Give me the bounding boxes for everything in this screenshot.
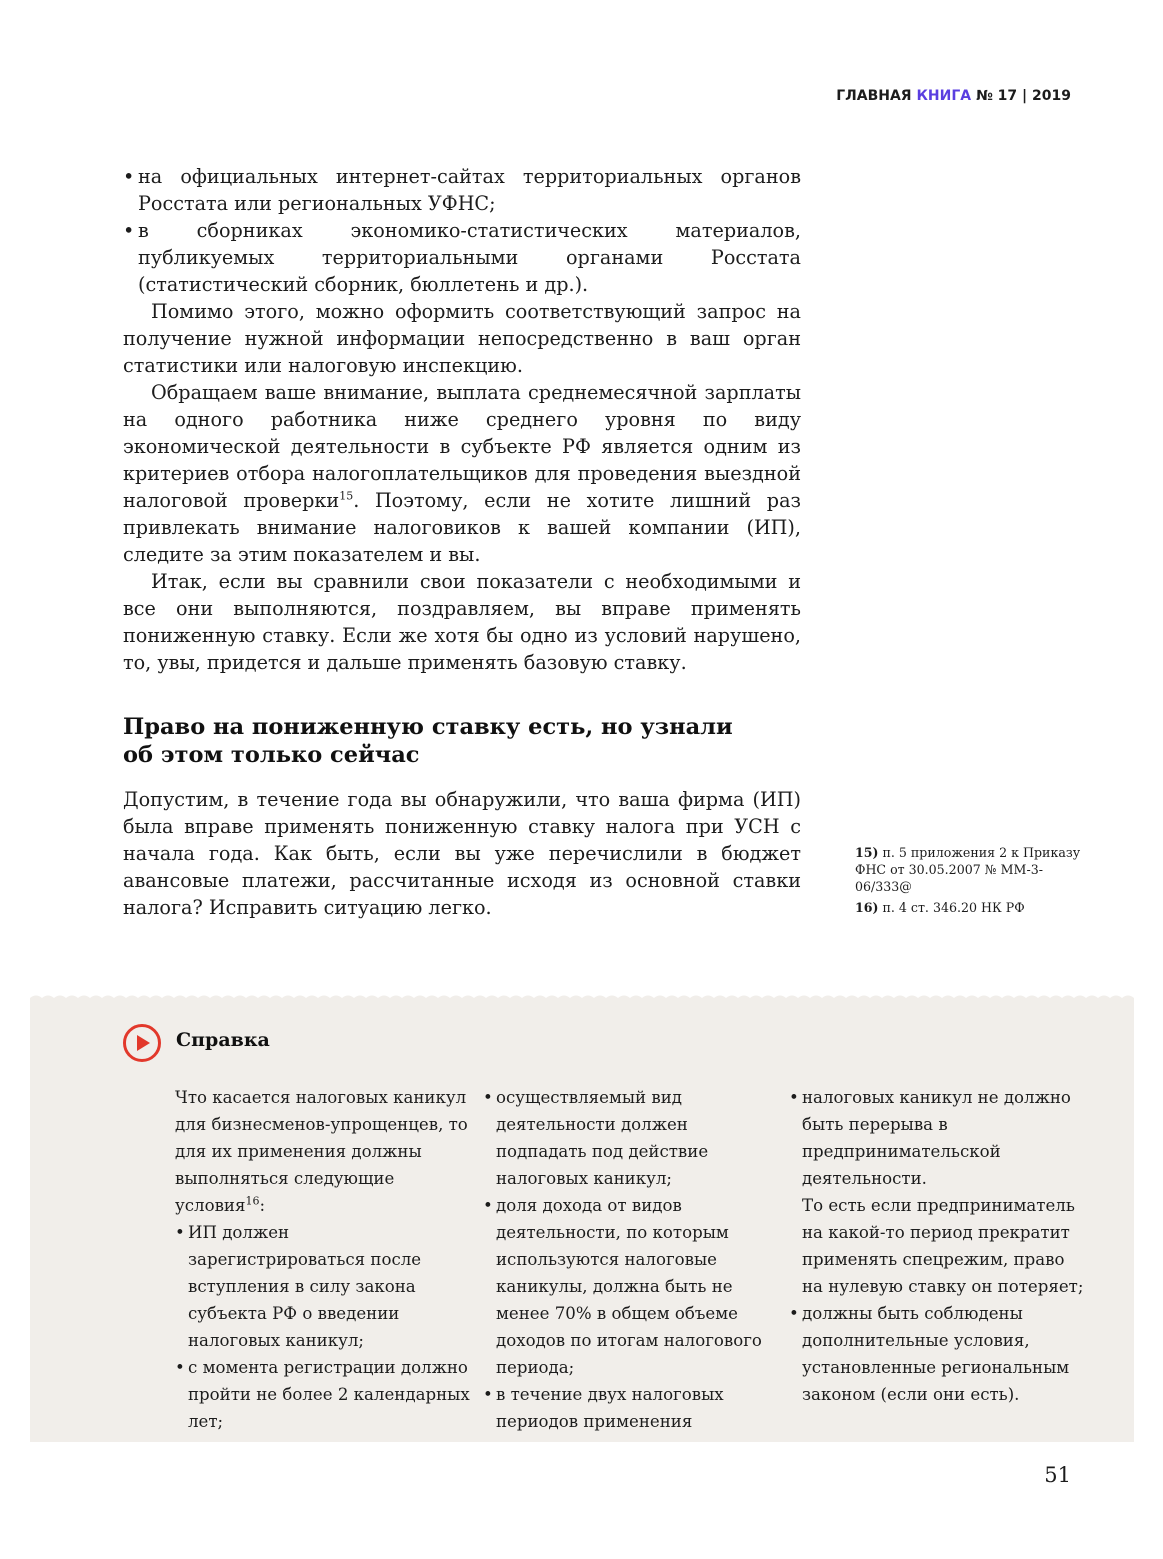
- list-item-text: То есть если предприниматель на какой-то период прекратит применять спецрежим, право на нулевую ставку он потеряет;: [802, 1196, 1084, 1296]
- box-intro: [175, 1084, 470, 1219]
- footnote-text: п. 4 ст. 346.20 НК РФ: [882, 900, 1025, 915]
- paragraph-text: . Поэтому, если не хотите лишний раз привлекать внимание налоговиков к вашей компании (ИП), следите за этим показателем и вы.: [123, 489, 801, 566]
- play-icon: [122, 1023, 162, 1063]
- box-title: Справка: [176, 1029, 270, 1051]
- list-item-continued: [789, 1084, 1084, 1300]
- footnote-number: 16): [855, 900, 879, 915]
- conditions-list: [483, 1084, 778, 1435]
- list-item: • с момента регистрации должно пройти не более 2 календарных лет;: [175, 1354, 470, 1435]
- conditions-list: [175, 1219, 470, 1435]
- section-heading: Право на пониженную ставку есть, но узнали об этом только сейчас: [123, 714, 733, 768]
- footnote-number: 15): [855, 845, 879, 860]
- brand-book: КНИГА: [916, 88, 972, 104]
- main-text: [123, 163, 801, 676]
- sources-list: [123, 163, 801, 298]
- box-column-1: [175, 1084, 470, 1435]
- brand-main: ГЛАВНАЯ: [836, 88, 912, 104]
- paragraph-text: Обращаем ваше внимание, выплата среднемесячной зарплаты на одного работника ниже среднего уровня по виду экономической деятельности в субъекте РФ является одним из критериев отбора налогоплательщиков для проведения выездной налоговой проверки: [123, 381, 801, 512]
- list-item: • должны быть соблюдены дополнительные условия, установленные региональным законом (если они есть).: [789, 1300, 1084, 1408]
- page-number: 51: [1044, 1463, 1071, 1487]
- footnotes: [855, 844, 1085, 920]
- paragraph: Итак, если вы сравнили свои показатели с необходимыми и все они выполняются, поздравляем, вы вправе применять пониженную ставку. Если же хотя бы одно из условий нарушено, то, увы, придется и дальше применять базовую ставку.: [123, 570, 801, 674]
- list-item: • на официальных интернет-сайтах территориальных органов Росстата или региональных УФНС;: [123, 163, 801, 217]
- list-item-text: налоговых каникул не должно быть перерыва в предпринимательской деятельности.: [802, 1088, 1071, 1188]
- paragraph: Помимо этого, можно оформить соответствующий запрос на получение нужной информации непосредственно в ваш орган статистики или налоговую инспекцию.: [123, 300, 801, 377]
- box-column-2: [483, 1084, 778, 1435]
- list-item: • в сборниках экономико-статистических материалов, публикуемых территориальными органами Росстата (статистический сборник, бюллетень и др.).: [123, 217, 801, 298]
- conditions-list: [789, 1300, 1084, 1408]
- paragraph: Допустим, в течение года вы обнаружили, что ваша фирма (ИП) была вправе применять пониженную ставку налога при УСН с начала года. Как быть, если вы уже перечислили в бюджет авансовые платежи, рассчитанные исходя из основной ставки налога? Исправить ситуацию легко.: [123, 788, 801, 919]
- list-item: • доля дохода от видов деятельности, по которым используются налоговые каникулы, должна быть не менее 70% в общем объеме доходов по итогам налогового периода;: [483, 1192, 778, 1381]
- list-item: • в течение двух налоговых периодов применения: [483, 1381, 778, 1435]
- box-intro-end: :: [259, 1196, 266, 1215]
- footnote-ref: 15: [339, 489, 354, 503]
- footnote-ref: 16: [245, 1194, 260, 1208]
- list-item: • осуществляемый вид деятельности должен подпадать под действие налоговых каникул;: [483, 1084, 778, 1192]
- footnote-text: п. 5 приложения 2 к Приказу ФНС от 30.05.2007 № ММ-3-06/333@: [855, 845, 1081, 894]
- paragraph: [123, 379, 801, 568]
- issue-number: № 17 | 2019: [975, 88, 1071, 104]
- box-intro-text: Что касается налоговых каникул для бизнесменов-упрощенцев, то для их применения должны выполняться следующие условия: [175, 1088, 468, 1215]
- conditions-list-continued: [789, 1084, 1084, 1300]
- footnote: [855, 899, 1085, 916]
- box-column-3: [789, 1084, 1084, 1408]
- running-header: [836, 88, 1071, 104]
- footnote: [855, 844, 1085, 895]
- list-item: • ИП должен зарегистрироваться после вступления в силу закона субъекта РФ о введении налоговых каникул;: [175, 1219, 470, 1354]
